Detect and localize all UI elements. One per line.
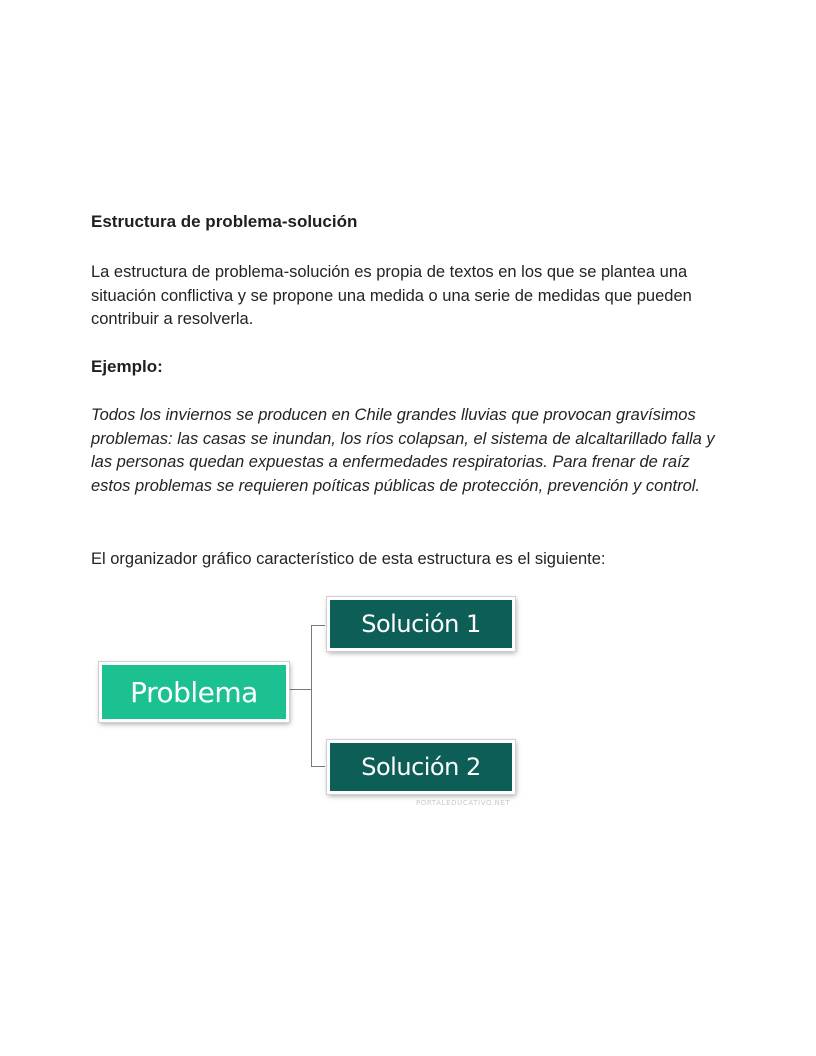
watermark-text: PORTALEDUCATIVO.NET: [416, 799, 511, 807]
problem-box: Problema: [99, 662, 289, 722]
example-paragraph: Todos los inviernos se producen en Chile grandes lluvias que provocan gravísimos problemas: las casas se inundan, los ríos colapsan, el sistema de alcaltarillado falla y las personas quedan expuestas a enfermedades respiratorias. Para frenar de raíz estos problemas se requieren poíticas públicas de protección, prevención y control.: [91, 406, 715, 495]
solution-1-box: Solución 1: [327, 597, 515, 651]
intro-paragraph: La estructura de problema-solución es propia de textos en los que se plantea una situación conflictiva y se propone una medida o una serie de medidas que pueden contribuir a resolverla.: [91, 263, 692, 328]
section-heading: Estructura de problema-solución: [91, 212, 358, 231]
problem-solution-diagram: [95, 592, 525, 812]
connector-vertical: [311, 625, 312, 767]
connector-to-solution-1: [311, 625, 325, 626]
solution-2-box: Solución 2: [327, 740, 515, 794]
organizer-intro-paragraph: El organizador gráfico característico de esta estructura es el siguiente:: [91, 550, 606, 568]
connector-horizontal-main: [289, 689, 311, 690]
connector-to-solution-2: [311, 766, 325, 767]
example-label: Ejemplo:: [91, 357, 163, 376]
